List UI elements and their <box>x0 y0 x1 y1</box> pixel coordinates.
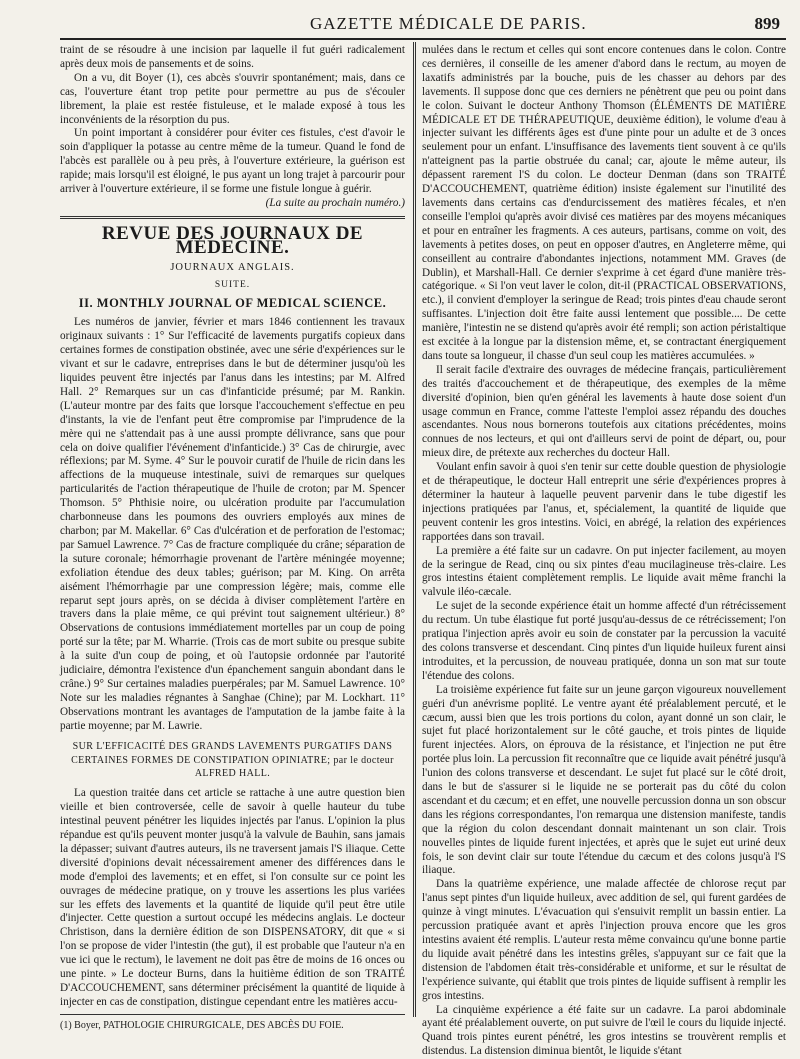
paragraph: traint de se résoudre à une incision par laquelle il fut guéri radicalement après deux mois de pansements et de soins. <box>60 44 405 70</box>
paragraph: On a vu, dit Boyer (1), ces abcès s'ouvrir spontanément; mais, dans ce cas, l'ouverture étant trop petite pour permettre au pus de s'écouler librement, la plaie est restée fistuleuse, et le malade exposé à tous les inconvénients de la résorption du pus. <box>60 71 405 126</box>
section-divider <box>60 216 405 219</box>
paragraph: mulées dans le rectum et celles qui sont encore contenues dans le colon. Contre ces dernières, il conseille de les amener d'abord dans le rectum, au moyen de laxatifs administrés par la bouche, puis de les chasser au dehors par des lavements. Il suppose donc que ces derniers ne pénètrent que peu ou point dans le colon. Suivant le docteur Anthony Thomson (ÉLÉMENTS DE MATIÈRE MÉDICALE ET DE THÉRAPEUTIQUE, deuxième édition), le volume d'eau à injecter suivant les différents âges est d'une pinte pour un adulte et de 3 onces seulement pour un enfant. L'insuffisance des lavements tient souvent à ce qu'ils n'atteignent pas la partie obstruée du canal; car, ajoute le même auteur, ils dépassent rarement l'S du colon. Le docteur Denman (dans son TRAITÉ D'ACCOUCHEMENT, quatrième édition) insiste également sur l'inutilité des lavements dans certains cas d'endurcissement des matières fécales, et n'en conseille l'emploi qu'après avoir divisé ces matières par des moyens mécaniques et pour en entraîner les fragments. A ces auteurs, partisans, comme on voit, des lavements à petites doses, on peut en opposer d'autres, en Angleterre même, qui conseillent au contraire d'abondantes injections, notamment MM. Graves (de Dublin), et Marshall-Hall. Ce dernier s'exprime à cet égard d'une manière très-catégorique. « Si l'on veut laver le colon, dit-il (PRACTICAL OBSERVATIONS, etc.), il convient d'employer la seringue de Read; trois pintes d'eau chaude seront suffisantes. L'injection doit être faite aussi lentement que possible.... De cette manière, l'intestin ne se distend qu'après avoir été rempli; son action péristaltique est excitée à la longue par la distension même, et, se contractant énergiquement dans toute sa longueur, il chasse d'un seul coup les matières accumulées. » <box>422 44 786 362</box>
section-title: REVUE DES JOURNAUX DE MÉDECINE. <box>101 222 364 258</box>
right-column <box>422 44 786 1058</box>
paragraph: Les numéros de janvier, février et mars 1846 contiennent les travaux originaux suivants : 1° Sur l'efficacité de lavements purgatifs copieux dans certaines formes de constipation obstinée, avec une série d'expériences sur le vivant et sur le cadavre, entreprises dans le but de déterminer jusqu'où les liquides peuvent être injectés par l'anus dans les intestins; par M. Alfred Hall. 2° Remarques sur un cas d'infanticide présumé; par M. Rankin. (L'auteur montre par des faits que lorsque l'accouchement s'effectue en peu d'instants, la vie de l'enfant peut être compromise par l'imprudence de la mère qui ne s'attendait pas à une aussi prompte délivrance, sans que pour cela on doive qualifier l'événement d'infanticide.) 3° Cas de chirurgie, avec réflexions; par M. Syme. 4° Sur le pouvoir curatif de l'huile de ricin dans les affections de la muqueuse intestinale, suivi de remarques sur quelques particularités de l'action thérapeutique de l'huile de croton; par M. Spencer Thomson. 5° Phthisie noire, ou ulcération produite par l'accumulation charbonneuse dans les poumons des ouvriers employés aux mines de charbon; par M. Makellar. 6° Cas d'ulcération et de perforation de l'estomac; par Samuel Lawrence. 7° Cas de fracture compliquée du crâne; séparation de la suture coronale; hémorrhagie provenant de l'artère méningée moyenne; exfoliation étendue des deux tables; guérison; par M. King. On arrêta aisément l'hémorrhagie par une compression légère; mais, comme elle reparut sept jours après, on se décida à diviser complètement l'artère en travers dans la plaie même, ce qui prévint tout saignement ultérieur.) 8° Observations de contusions immédiatement mortelles par un coup de poing porté sur la tête; par M. Wharrie. (Trois cas de mort subite ou presque subite à la suite d'un coup de poing, et où l'autopsie ordonnée par l'autorité judiciaire, démontra l'existence d'un épanchement sanguin abondant dans le crâne.) 9° Sur certaines maladies puerpérales; par M. Samuel Lawrence. 10° Note sur les maladies régnantes à Sanghae (Chine); par M. Lockhart. 11° Observations montrant les avantages de l'amputation de la jambe faite à la partie moyenne; par M. Lawrie. <box>60 316 405 732</box>
paragraph: Dans la quatrième expérience, une malade affectée de chlorose reçut par l'anus sept pintes d'un liquide huileux, avec addition de sel, qui furent gardées de quinze à vingt minutes. L'évacuation qui s'ensuivit remplit un bassin entier. La percussion pratiquée avant et après l'injection prouva encore que les gros intestins avaient été remplis. L'auteur resta même convaincu qu'une bonne partie du liquide avait pénétré dans les intestins grêles, s'appuyant sur ce fait que la distension de l'abdomen était très-considérable et uniforme, et sur le résultat de l'expérience suivante, qui établit que trois pintes de liquide suffisent à remplir les gros intestins. <box>422 878 786 1002</box>
article-heading: SUR L'EFFICACITÉ DES GRANDS LAVEMENTS PURGATIFS DANS CERTAINES FORMES DE CONSTIPATION OPINIATRE; par le docteur ALFRED HALL. <box>71 740 394 780</box>
journal-title: GAZETTE MÉDICALE DE PARIS. <box>310 14 587 33</box>
subsection-title: JOURNAUX ANGLAIS. <box>170 261 295 273</box>
paragraph: Il serait facile d'extraire des ouvrages de médecine français, particulièrement des traités d'accouchement et de thérapeutique, des exemples de la même diversité d'opinion, bien qu'en général les lavements à haute dose soient d'un usage commun en France, comme l'atteste l'emploi assez répandu des douches ascendantes. Nous nous bornerons toutefois aux citations précédentes, moins connues de nos lecteurs, et qui ont d'ailleurs servi de point de départ, ou, pour mieux dire, de prétexte aux recherches du docteur Hall. <box>422 363 786 460</box>
footnote-rule <box>60 1014 405 1015</box>
paragraph: Un point important à considérer pour éviter ces fistules, c'est d'avoir le soin d'appliquer la potasse au centre même de la tumeur. Quand le fond de l'abcès est parallèle ou à peu près, à l'ouverture extérieure, la guérison est rapide; mais lorsqu'il est éloigné, le pus ayant un long trajet à parcourir pour arriver à l'ouverture extérieure, il se forme une fistule longue à guérir. <box>60 127 405 196</box>
paragraph: La troisième expérience fut faite sur un jeune garçon vigoureux nouvellement guéri d'un anévrisme poplité. Le ventre ayant été préalablement percuté, et le cæcum, aussi bien que les trois portions du colon, ayant donné un son clair, le sujet fut placé horizontalement sur le côté gauche, et trois pintes de liquide furent injectées. Alors, on éprouva de la résistance, et l'injection ne put être portée plus loin. La percussion fit reconnaître que ce liquide avait pénétré jusqu'à l'union des colons transverse et descendant. Le sujet fut placé sur le côté droit, dans le but de s'assurer si le liquide ne se porterait pas du côté du colon ascendant et du cæcum; et en effet, une nouvelle percussion donna un son obscur dans les régions correspondantes, l'on remarqua une distension manifeste, tandis que la région du colon descendant donnait maintenant un son clair. Trois nouvelles pintes de liquide furent injectées, et après que le sujet eut uriné deux fois, le son devint clair sur toute l'étendue du cæcum et des colons jusqu'à l'S iliaque. <box>422 683 786 877</box>
page-header <box>60 14 782 38</box>
paragraph: Voulant enfin savoir à quoi s'en tenir sur cette double question de physiologie et de thérapeutique, le docteur Hall entreprit une série d'expériences propres à déterminer la hauteur à laquelle peuvent parvenir dans le tube digestif les injections pratiquées par l'anus, et, spécialement, la quantité de liquide que peuvent contenir les gros intestins. Voici, en abrégé, la relation des expériences rapportées dans son travail. <box>422 461 786 543</box>
header-rule <box>60 38 786 40</box>
footnote: (1) Boyer, PATHOLOGIE CHIRURGICALE, DES ABCÈS DU FOIE. <box>60 1019 344 1031</box>
paragraph: La première a été faite sur un cadavre. On put injecter facilement, au moyen de la seringue de Read, cinq ou six pintes d'eau mucilagineuse très-claire. Les gros intestins étaient complètement remplis. Le liquide avait même franchi la valvule iléo-cæcale. <box>422 544 786 599</box>
column-divider <box>413 42 416 1017</box>
continuation-note: (La suite au prochain numéro.) <box>265 196 405 209</box>
suite-label: SUITE. <box>214 279 251 290</box>
left-column <box>60 44 405 1031</box>
page-number: 899 <box>754 14 780 33</box>
paragraph: La question traitée dans cet article se rattache à une autre question bien vieille et bien controversée, celle de savoir à quelle hauteur du tube intestinal peuvent pénétrer les liquides injectés par l'anus. L'opinion la plus répandue est qu'ils peuvent monter jusqu'à la valvule de Bauhin, sans jamais la dépasser; suivant d'autres auteurs, ils ne traversent jamais l'S iliaque. Cette diversité d'opinions devait nécessairement amener des différences dans le mode d'emploi des lavements; et en effet, si l'on consulte sur ce point les ouvrages de médecine pratique, on y trouve les assertions les plus variées sur les effets des lavements et la quantité de liquide qu'il peut être utile d'injecter. Cette question a surtout occupé les médecins anglais. Le docteur Christison, dans la dernière édition de son DISPENSATORY, dit que « si l'on se propose de vider l'intestin (the gut), il est probable que l'auteur n'a en vue ici que le rectum), le lavement ne doit pas être de moins de 16 onces ou une pinte. » Le docteur Burns, dans la huitième édition de son TRAITÉ D'ACCOUCHEMENT, sans déterminer précisément la quantité de liquide à injecter en cas de constipation, distingue cependant entre les matières accu- <box>60 787 405 1008</box>
journal-heading: II. MONTHLY JOURNAL OF MEDICAL SCIENCE. <box>78 295 387 310</box>
paragraph: Le sujet de la seconde expérience était un homme affecté d'un rétrécissement du rectum. Un tube élastique fut porté jusqu'au-dessus de ce rétrécissement; l'on pratiqua l'injection après avoir eu soin de constater par la percussion la vacuité des colons transverse et descendant. Cinq pintes d'un liquide huileux furent ainsi introduites, et la percussion, de nouveau pratiquée, donna un son mat sur toute l'étendue des colons. <box>422 600 786 682</box>
paragraph: La cinquième expérience a été faite sur un cadavre. La paroi abdominale ayant été préalablement ouverte, on put suivre de l'œil le cours du liquide injecté. Quand trois pintes eurent pénétré, les gros intestins se trouvèrent remplis et distendus. La distension diminua bientôt, le liquide s'étant <box>422 1003 786 1058</box>
